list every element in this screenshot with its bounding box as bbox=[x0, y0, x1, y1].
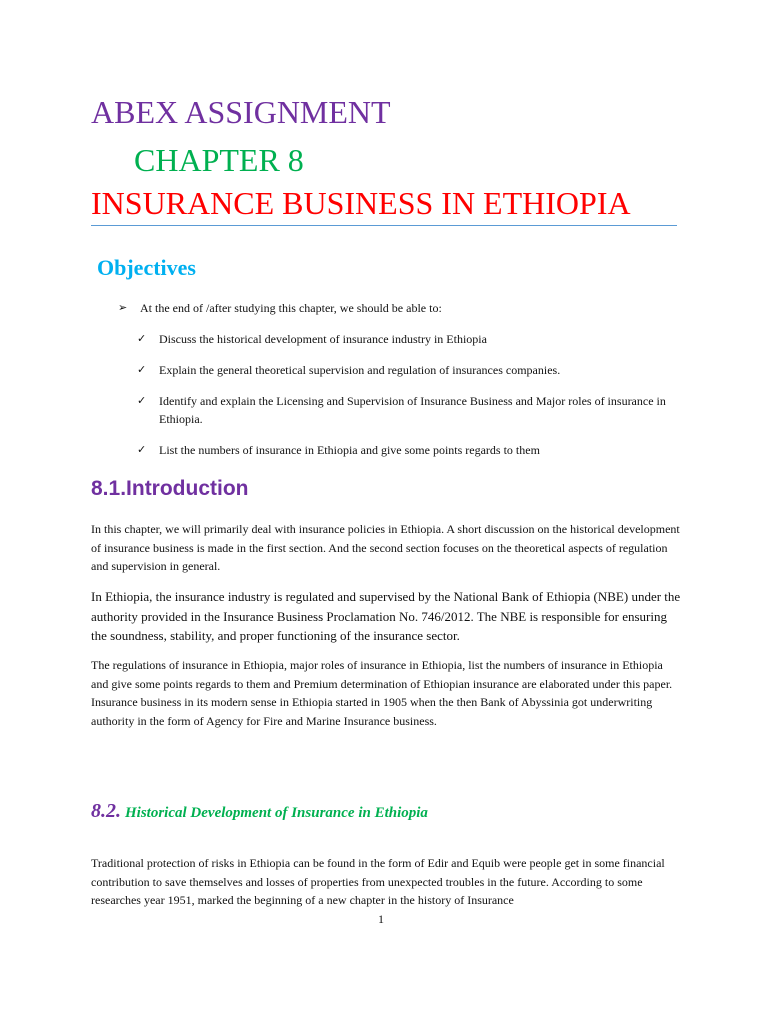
objective-item-text: List the numbers of insurance in Ethiopia and give some points regards to them bbox=[159, 443, 540, 457]
history-heading bbox=[91, 797, 428, 827]
assignment-title: ABEX ASSIGNMENT bbox=[91, 94, 391, 130]
title-underline bbox=[91, 225, 677, 226]
history-heading-number: 8.2. bbox=[91, 800, 121, 822]
page-number: 1 bbox=[378, 912, 384, 926]
history-heading-title: Historical Development of Insurance in Ethiopia bbox=[125, 805, 428, 821]
check-bullet-icon: ✓ bbox=[137, 394, 147, 407]
history-paragraph: Traditional protection of risks in Ethiopia can be found in the form of Edir and Equib were people get in some financial contribution to save themselves and losses of properties from unexpected troubles in the future. According to some researches year 1951, marked the beginning of a new chapter in the history of Insurance bbox=[91, 856, 665, 907]
check-bullet-icon: ✓ bbox=[137, 363, 147, 376]
objective-item bbox=[137, 392, 672, 432]
objective-item-text: Discuss the historical development of insurance industry in Ethiopia bbox=[159, 332, 487, 346]
objective-item-text: Explain the general theoretical supervision and regulation of insurances companies. bbox=[159, 363, 561, 377]
intro-paragraph: In Ethiopia, the insurance industry is regulated and supervised by the National Bank of Ethiopia (NBE) under the authority provided in the Insurance Business Proclamation No. 746/2012. The NBE is responsible for ensuring the soundness, stability, and proper functioning of the insurance sector. bbox=[91, 589, 681, 643]
objectives-lead-text: At the end of /after studying this chapter, we should be able to: bbox=[140, 301, 442, 315]
objectives-heading: Objectives bbox=[97, 255, 196, 280]
objective-item-text: Identify and explain the Licensing and Supervision of Insurance Business and Major roles of insurance in Ethiopia. bbox=[159, 394, 666, 426]
arrow-bullet-icon: ➢ bbox=[118, 301, 128, 314]
introduction-heading: 8.1.Introduction bbox=[91, 477, 249, 500]
chapter-title: CHAPTER 8 bbox=[134, 142, 304, 178]
intro-paragraph: The regulations of insurance in Ethiopia, major roles of insurance in Ethiopia, list the numbers of insurance in Ethiopia and give some points regards to them and Premium determination of Ethiopian insurance are elaborated under this paper. Insurance business in its modern sense in Ethiopia started in 1905 when the then Bank of Abyssinia got underwriting authority in the form of Agency for Fire and Marine Insurance business. bbox=[91, 658, 673, 728]
check-bullet-icon: ✓ bbox=[137, 332, 147, 345]
intro-paragraph: In this chapter, we will primarily deal with insurance policies in Ethiopia. A short discussion on the historical development of insurance business is made in the first section. And the second section focuses on the theoretical aspects of regulation and supervision in general. bbox=[91, 522, 680, 573]
chapter-subject-title: INSURANCE BUSINESS IN ETHIOPIA bbox=[91, 185, 631, 221]
check-bullet-icon: ✓ bbox=[137, 443, 147, 456]
